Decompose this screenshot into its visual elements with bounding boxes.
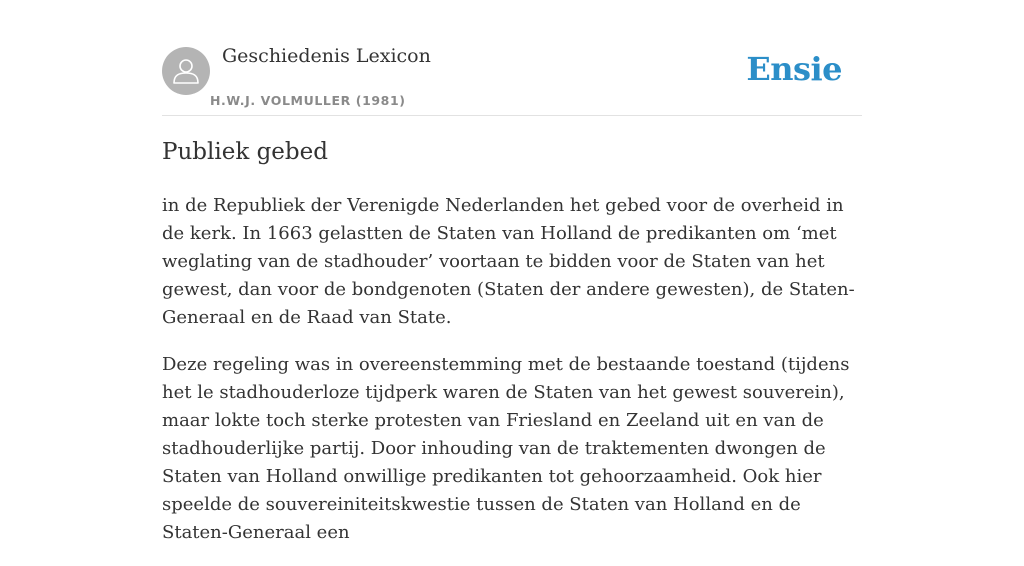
source-title-link[interactable]: Geschiedenis Lexicon xyxy=(222,45,431,67)
avatar[interactable] xyxy=(162,47,210,95)
brand-logo[interactable]: Ensie xyxy=(746,50,842,88)
content-column xyxy=(162,0,862,543)
author-link[interactable]: H.W.J. VOLMULLER (1981) xyxy=(210,93,406,108)
paragraph: Deze regeling was in overeenstemming met de bestaande toestand (tijdens het le stadhouderloze tijdperk waren de Staten van het gewest souverein), maar lokte toch sterke protesten van Friesland en Zeeland uit en van de stadhouderlijke partij. Door inhouding van de traktementen dwongen de Staten van Holland onwillige predikanten tot gehoorzaamheid. Ook hier speelde de souvereiniteitskwestie tussen de Staten van Holland en de Staten-Generaal een xyxy=(162,354,850,543)
user-silhouette-icon xyxy=(162,47,210,95)
entry-title: Publiek gebed xyxy=(162,139,328,165)
paragraph: in de Republiek der Verenigde Nederlanden het gebed voor de overheid in de kerk. In 1663 gelastten de Staten van Holland de predikanten om ‘met weglating van de stadhouder’ voortaan te bidden voor de Staten van het gewest, dan voor de bondgenoten (Staten der andere gewesten), de Staten-Generaal en de Raad van State. xyxy=(162,195,855,328)
entry-body xyxy=(162,192,862,566)
source-header xyxy=(162,0,862,116)
